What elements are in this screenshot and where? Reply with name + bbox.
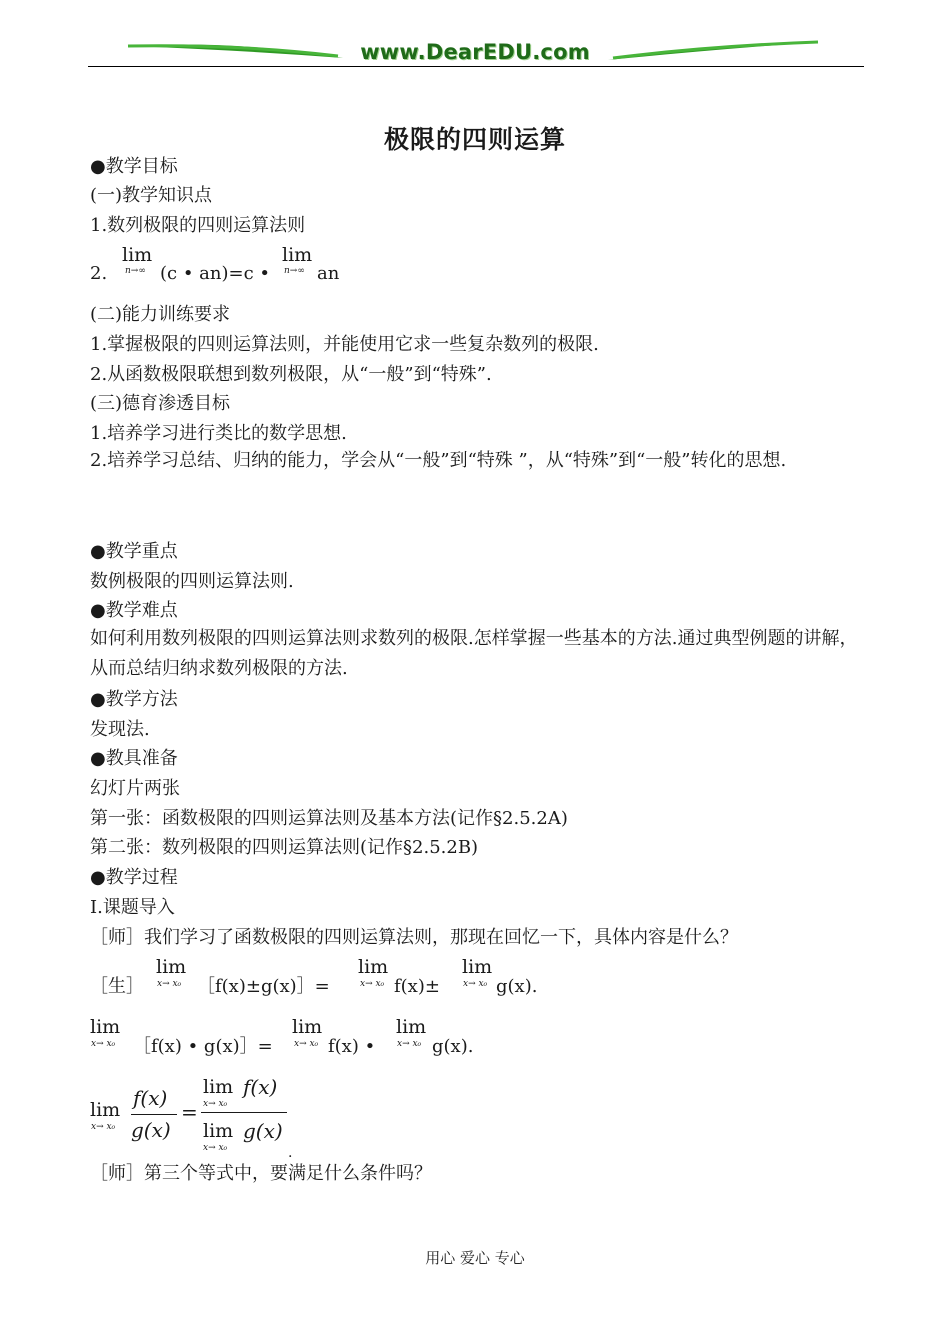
lim-subscript: x→ x₀: [91, 1122, 116, 1132]
formula-middle: (c • an)=c •: [160, 263, 271, 284]
formula-part: ［f(x) • g(x)］=: [133, 1036, 273, 1057]
formula-part: g(x).: [496, 976, 538, 997]
page-title: 极限的四则运算: [383, 125, 566, 154]
text-line: 发现法.: [90, 719, 150, 740]
text-paragraph: 2.培养学习总结、归纳的能力，学会从“一般”到“特殊 ”，从“特殊”到“一般”转化的思想.: [90, 450, 787, 471]
equals-sign: =: [181, 1100, 198, 1124]
lim-symbol: lim: [122, 244, 153, 266]
text-line: 2.从函数极限联想到数列极限，从“一般”到“特殊”.: [90, 364, 492, 385]
lim-symbol: lim: [358, 956, 389, 978]
section-objectives: ●教学目标: [90, 156, 178, 177]
lim-symbol: lim: [462, 956, 493, 978]
site-logo: www.DearEDU.com: [360, 40, 590, 64]
subsection-knowledge: (一)教学知识点: [90, 185, 213, 206]
section-process: ●教学过程: [90, 867, 178, 888]
formula-part: f(x) •: [328, 1036, 376, 1057]
lim-subscript: x→ x₀: [157, 979, 182, 989]
subsection-ability: (二)能力训练要求: [90, 304, 231, 325]
lim-symbol: lim: [90, 1099, 121, 1121]
formula-end: an: [317, 263, 340, 284]
lim-symbol: lim: [203, 1076, 234, 1098]
denominator-function: g(x): [243, 1119, 283, 1143]
lim-symbol: lim: [203, 1120, 234, 1142]
section-key-points: ●教学重点: [90, 541, 178, 562]
text-line: 数例极限的四则运算法则.: [90, 571, 294, 592]
subsection-moral: (三)德育渗透目标: [90, 393, 231, 414]
fraction-bar: [201, 1112, 287, 1113]
formula-part: g(x).: [432, 1036, 474, 1057]
section-method: ●教学方法: [90, 689, 178, 710]
formula-prefix: 2.: [90, 263, 108, 284]
lim-symbol: lim: [396, 1016, 427, 1038]
header-divider: [88, 66, 864, 67]
lim-symbol: lim: [282, 244, 313, 266]
page-footer: 用心 爱心 专心: [425, 1249, 525, 1267]
speaker-label: ［生］: [90, 976, 144, 997]
text-line: 1.培养学习进行类比的数学思想.: [90, 423, 347, 444]
fraction-denominator: g(x): [131, 1118, 171, 1142]
lim-subscript: n→∞: [125, 266, 146, 276]
subsection-introduction: Ⅰ.课题导入: [90, 897, 175, 918]
dialogue-line: ［师］第三个等式中，要满足什么条件吗？: [90, 1163, 432, 1184]
lim-subscript: x→ x₀: [463, 979, 488, 989]
formula-period: .: [288, 1145, 293, 1161]
text-line: 幻灯片两张: [90, 778, 180, 799]
lim-subscript: x→ x₀: [397, 1039, 422, 1049]
formula-part: f(x)±: [394, 976, 440, 997]
lim-subscript: x→ x₀: [203, 1143, 228, 1153]
lim-subscript: x→ x₀: [91, 1039, 116, 1049]
fraction-bar: [131, 1114, 177, 1115]
text-line: 第一张：函数极限的四则运算法则及基本方法(记作§2.5.2A): [90, 808, 568, 829]
lim-subscript: n→∞: [284, 266, 305, 276]
section-difficulties: ●教学难点: [90, 600, 178, 621]
fraction-numerator: f(x): [133, 1086, 168, 1110]
lim-subscript: x→ x₀: [360, 979, 385, 989]
text-line: 1.数列极限的四则运算法则: [90, 215, 306, 236]
lim-symbol: lim: [90, 1016, 121, 1038]
lim-subscript: x→ x₀: [294, 1039, 319, 1049]
lim-symbol: lim: [156, 956, 187, 978]
lim-symbol: lim: [292, 1016, 323, 1038]
text-line: 1.掌握极限的四则运算法则，并能使用它求一些复杂数列的极限.: [90, 334, 599, 355]
section-materials: ●教具准备: [90, 748, 178, 769]
dialogue-line: ［师］我们学习了函数极限的四则运算法则，那现在回忆一下，具体内容是什么？: [90, 927, 738, 948]
lim-subscript: x→ x₀: [203, 1099, 228, 1109]
numerator-function: f(x): [243, 1075, 278, 1099]
formula-part: ［f(x)±g(x)］=: [197, 976, 330, 997]
text-line: 第二张：数列极限的四则运算法则(记作§2.5.2B): [90, 837, 479, 858]
text-paragraph: 如何利用数列极限的四则运算法则求数列的极限.怎样掌握一些基本的方法.通过典型例题的讲解，从而总结归纳求数列极限的方法.: [90, 628, 858, 679]
